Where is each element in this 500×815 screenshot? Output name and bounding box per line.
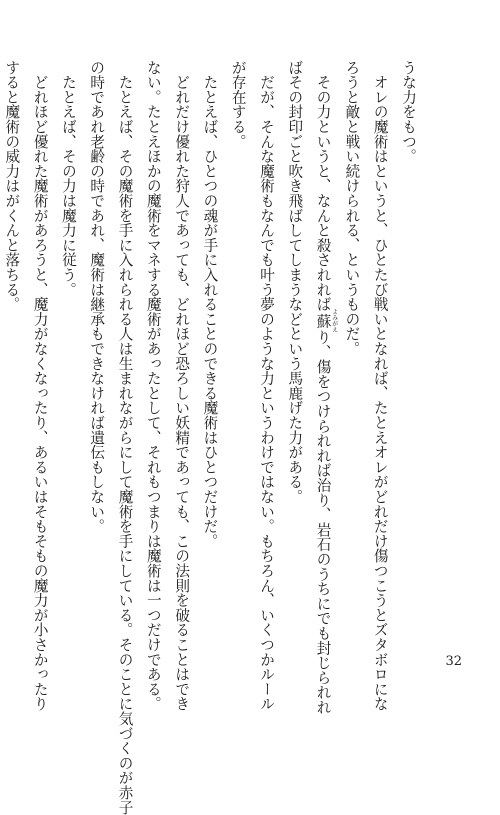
text-line-4-end: り、傷をつけられれば治り、岩石のうちにでも封じられれ (314, 329, 332, 715)
text-line-5: ばその封印ごと吹き飛ばしてしまうなどという馬鹿げた力がある。 (286, 60, 304, 504)
ruby-reading: よみがえ (330, 308, 338, 333)
text-line-8: たとえば、ひとつの魂が手に入れることのできる魔術はひとつだけだ。 (201, 60, 219, 549)
text-line-4 (308, 60, 338, 715)
text-line-6: だが、そんな魔術もなんでも叶う夢のような力というわけではない。もちろん、いくつかルール (258, 60, 276, 712)
text-line-13: たとえば、その力は魔力に従う。 (59, 60, 77, 297)
text-line-14: どれほど優れた魔術があろうと、魔力がなくなったり、あるいはそもそもの魔力が小さかったり (31, 60, 49, 712)
text-line-12: の時であれ老齢の時であれ、魔術は継承もできなければ遺伝もしない。 (88, 60, 106, 534)
text-line-10: ない。たとえほかの魔術をマネする魔術があったとして、それもつまりは魔術は一つだけである。 (144, 60, 162, 712)
text-line-7: が存在する。 (229, 60, 247, 149)
text-line-11: たとえば、その魔術を手に入れられる人は生まれながらにして魔術を手にしている。そのことに気づくのが赤子 (116, 60, 134, 815)
text-line-15: すると魔術の威力はがくんと落ちる。 (3, 60, 21, 312)
text-line-3: ろうと敵と戦い続けられる、というものだ。 (343, 60, 361, 356)
text-line-9: どれだけ優れた狩人であっても、どれほど恐ろしい妖精であっても、この法則を破ることはでき (173, 60, 191, 712)
ruby-word (314, 308, 338, 333)
ruby-base: 蘇 (314, 308, 332, 333)
text-line-2: オレの魔術はというと、ひとたび戦いとなれば、たとえオレがどれだけ傷つこうとズタボロにな (371, 60, 389, 712)
vertical-text-body (0, 60, 422, 815)
text-line-4-start: その力というと、なんと殺されれば (314, 60, 332, 312)
text-line-1: うな力をもつ。 (400, 60, 417, 164)
page-number: 32 (445, 654, 462, 669)
